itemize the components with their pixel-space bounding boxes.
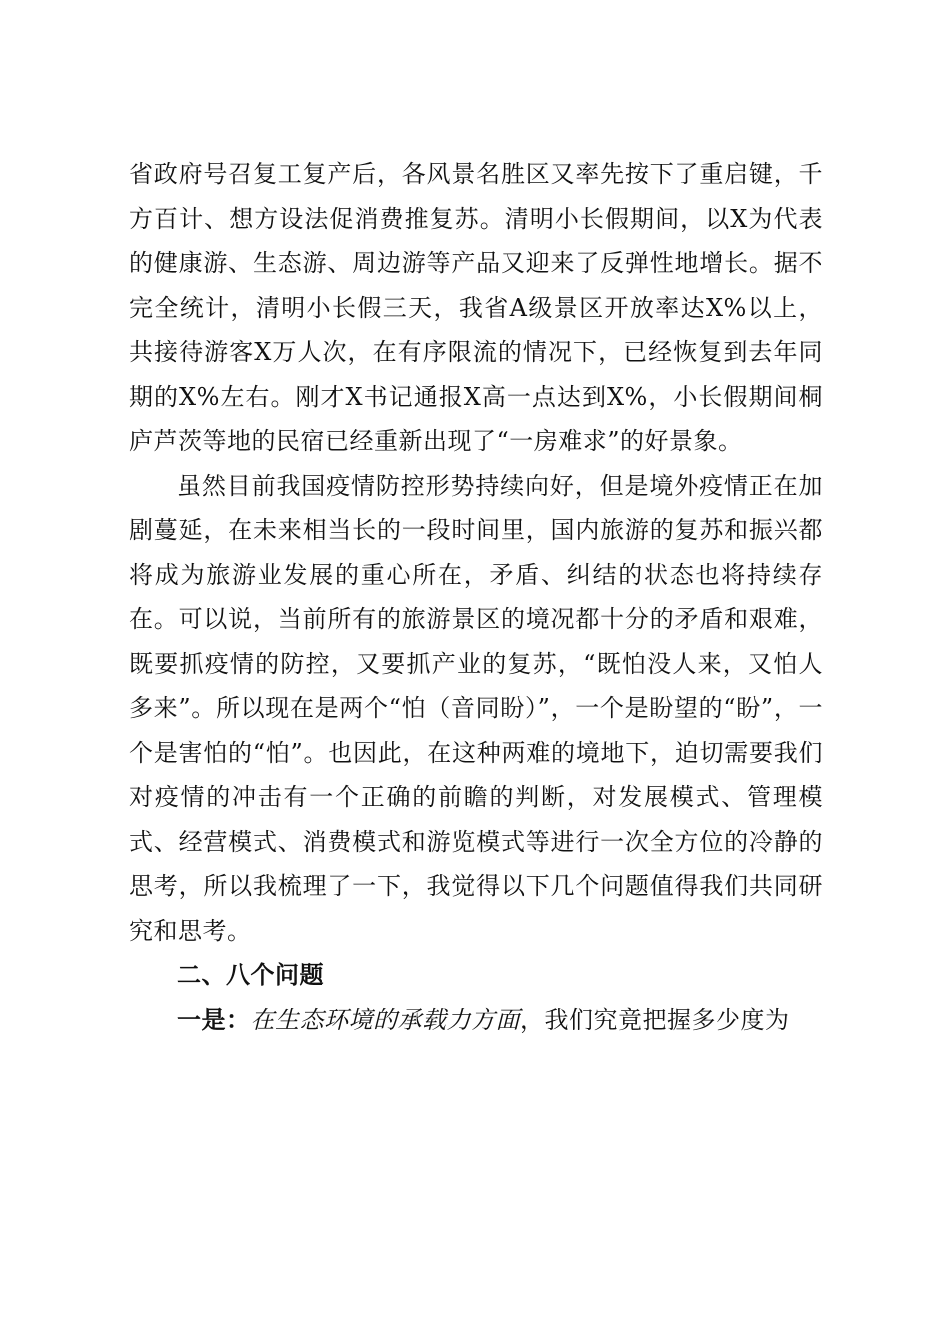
paragraph-epidemic-situation: 虽然目前我国疫情防控形势持续向好，但是境外疫情正在加剧蔓延，在未来相当长的一段时间里，国内旅游的复苏和振兴都将成为旅游业发展的重心所在，矛盾、纠结的状态也将持续存在。可以说，当前所有的旅游景区的境况都十分的矛盾和艰难，既要抓疫情的防控，又要抓产业的复苏，“既怕没人来，又怕人多来”。所以现在是两个“怕（音同盼）”，一个是盼望的“盼”，一个是害怕的“怕”。也因此，在这种两难的境地下，迫切需要我们对疫情的冲击有一个正确的前瞻的判断，对发展模式、管理模式、经营模式、消费模式和游览模式等进行一次全方位的冷静的思考，所以我梳理了一下，我觉得以下几个问题值得我们共同研究和思考。	[129, 471, 823, 945]
item-lead-text: 在生态环境的承载力方面	[250, 1005, 520, 1034]
paragraph-tourism-recovery: 省政府号召复工复产后，各风景名胜区又率先按下了重启键，千方百计、想方设法促消费推复苏。清明小长假期间，以X为代表的健康游、生态游、周边游等产品又迎来了反弹性地增长。据不完全统计，清明小长假三天，我省A级景区开放率达X%以上，共接待游客X万人次，在有序限流的情况下，已经恢复到去年同期的X%左右。刚才X书记通报X高一点达到X%，小长假期间桐庐芦茨等地的民宿已经重新出现了“一房难求”的好景象。	[129, 160, 823, 455]
list-item-first-question	[129, 998, 823, 1043]
item-rest-text: ，我们究竟把握多少度为	[520, 1005, 790, 1034]
document-body	[129, 152, 823, 1042]
item-label: 一是：	[177, 1004, 251, 1034]
section-heading: 二、八个问题	[177, 961, 324, 989]
